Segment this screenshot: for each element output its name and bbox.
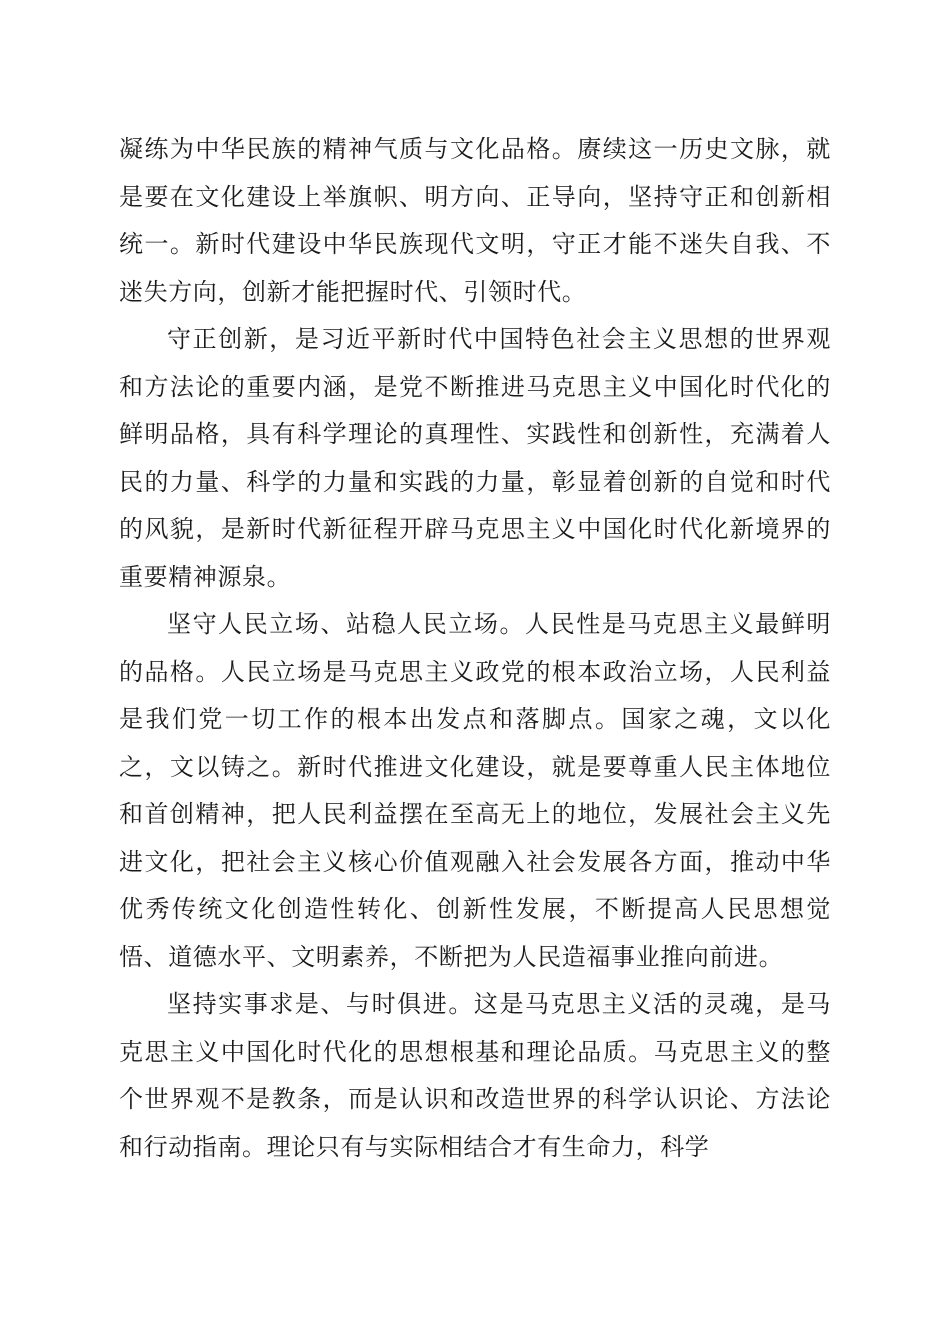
- paragraph-renmin-lichang: 坚守人民立场、站稳人民立场。人民性是马克思主义最鲜明的品格。人民立场是马克思主义政党的根本政治立场，人民利益是我们党一切工作的根本出发点和落脚点。国家之魂，文以化之，文以铸之。新时代推进文化建设，就是要尊重人民主体地位和首创精神，把人民利益摆在至高无上的地位，发展社会主义先进文化，把社会主义核心价值观融入社会发展各方面，推动中华优秀传统文化创造性转化、创新性发展，不断提高人民思想觉悟、道德水平、文明素养，不断把为人民造福事业推向前进。: [119, 610, 831, 971]
- body-text: [119, 126, 831, 1171]
- paragraph-shouzheng-chuangxin: 守正创新，是习近平新时代中国特色社会主义思想的世界观和方法论的重要内涵，是党不断推进马克思主义中国化时代化的鲜明品格，具有科学理论的真理性、实践性和创新性，充满着人民的力量、科学的力量和实践的力量，彰显着创新的自觉和时代的风貌，是新时代新征程开辟马克思主义中国化时代化新境界的重要精神源泉。: [119, 325, 831, 591]
- paragraph-shishi-qiushi: 坚持实事求是、与时俱进。这是马克思主义活的灵魂，是马克思主义中国化时代化的思想根基和理论品质。马克思主义的整个世界观不是教条，而是认识和改造世界的科学认识论、方法论和行动指南。理论只有与实际相结合才有生命力，科学: [119, 990, 831, 1161]
- paragraph-continuation: 凝练为中华民族的精神气质与文化品格。赓续这一历史文脉，就是要在文化建设上举旗帜、明方向、正导向，坚持守正和创新相统一。新时代建设中华民族现代文明，守正才能不迷失自我、不迷失方向，创新才能把握时代、引领时代。: [119, 135, 831, 306]
